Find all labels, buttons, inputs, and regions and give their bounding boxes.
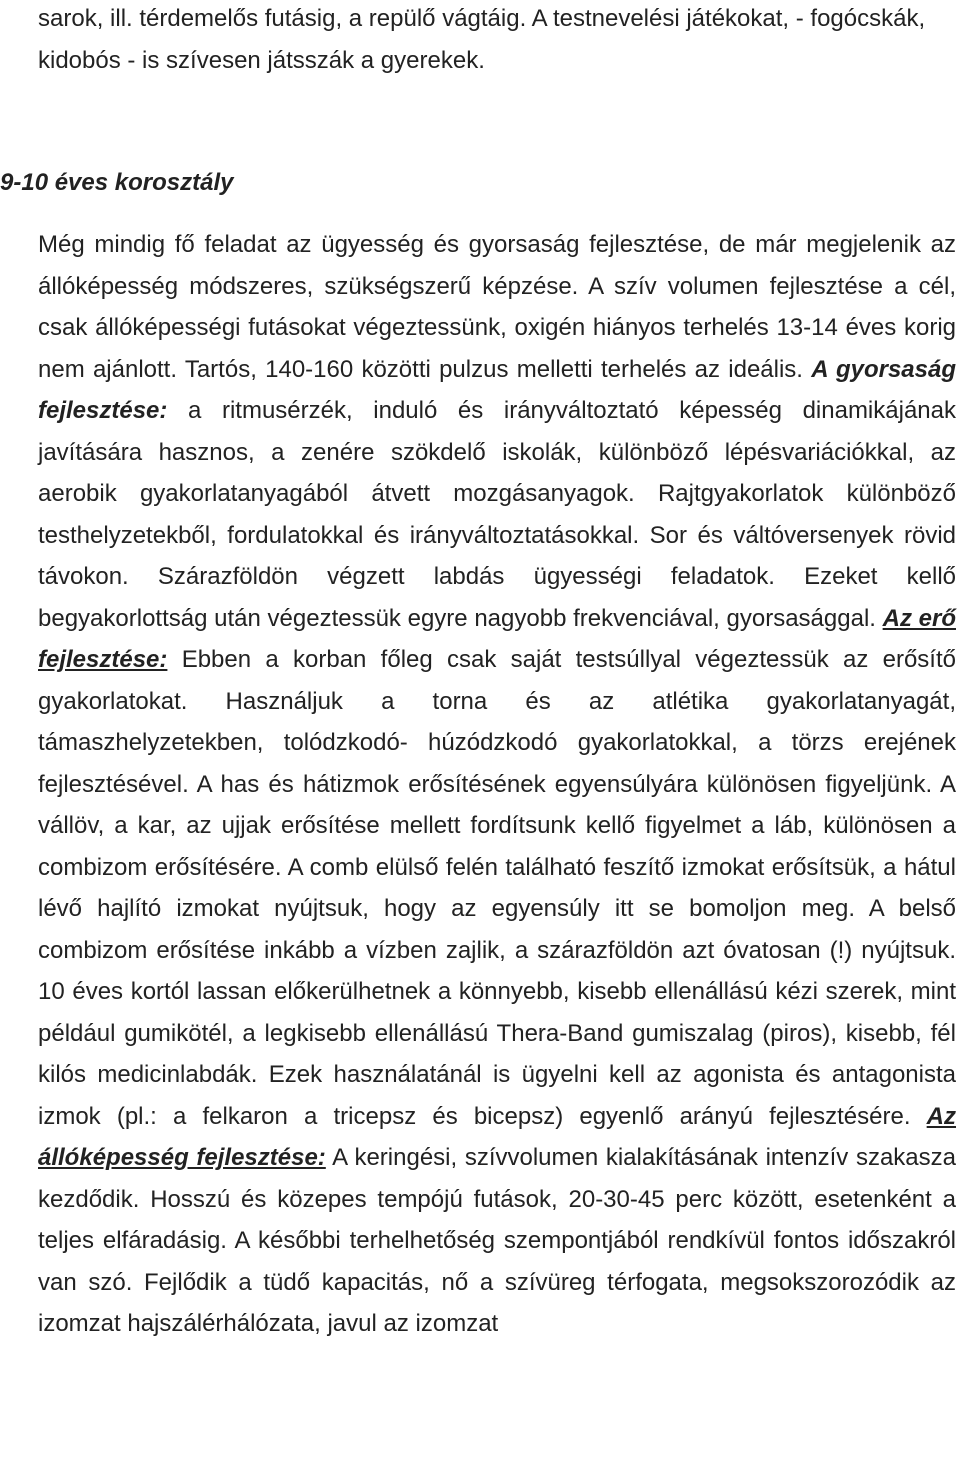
endurance-development-label: Az állóképesség fejlesztése:: [38, 1102, 956, 1171]
intro-paragraph: sarok, ill. térdemelős futásig, a repülő vágtáig. A testnevelési játékokat, - fogócskák, kidobós - is szívesen játsszák a gyerekek.: [38, 5, 926, 74]
paragraph-text: Ebben a korban főleg csak saját testsúllyal végeztessük az erősítő gyakorlatokat. Használjuk a torna és az atlétika gyakorlatanyagát, támaszhelyzetekben, tolódzkodó- húzódzkodó gyakorlatokkal, a törzs erejének fejlesztésével. A has és hátizmok erősítésének egyensúlyára különösen figyeljünk. A vállöv, a kar, az ujjak erősítése mellett fordítsunk kellő figyelmet a láb, különösen a combizom erősítésére. A comb elülső felén található feszítő izmokat erősítsük, a hátul lévő hajlító izmokat nyújtsuk, hogy az egyensúly itt se bomoljon meg. A belső combizom erősítése inkább a vízben zajlik, a szárazföldön azt óvatosan (!) nyújtsuk. 10 éves kortól lassan előkerülhetnek a könnyebb, kisebb ellenállású kézi szerek, mint például gumikötél, a legkisebb ellenállású Thera-Band gumiszalag (piros), kisebb, fél kilós medicinlabdák. Ezek használatánál is ügyelni kell az agonista és antagonista izmok (pl.: a felkaron a tricepsz és bicepsz) egyenlő arányú fejlesztésére.: [38, 646, 956, 1130]
speed-development-label: A gyorsaság fejlesztése:: [38, 355, 956, 424]
paragraph-text: a ritmusérzék, induló és irányváltoztató képesség dinamikájának javítására hasznos, a zenére szökdelő iskolák, különböző lépésvariációkkal, az aerobik gyakorlatanyagából átvett mozgásanyagok. Rajtgyakorlatok különböző testhelyzetekből, fordulatokkal és irányváltoztatásokkal. Sor és váltóversenyek rövid távokon. Szárazföldön végzett labdás ügyességi feladatok. Ezeket kellő begyakorlottság után végeztessük egyre nagyobb frekvenciával, gyorsasággal.: [38, 397, 956, 632]
paragraph-text: A keringési, szívvolumen kialakításának intenzív szakasza kezdődik. Hosszú és közepes tempójú futások, 20-30-45 perc között, esetenként a teljes elfáradásig. A későbbi terhelhetőség szempontjából rendkívül fontos időszakról van szó. Fejlődik a tüdő kapacitás, nő a szívüreg térfogata, megsokszorozódik az izomzat hajszálérhálózata, javul az izomzat: [38, 1144, 956, 1337]
section-heading: 9-10 éves korosztály: [0, 169, 234, 196]
section-body: [38, 224, 956, 1345]
paragraph-text: Még mindig fő feladat az ügyesség és gyorsaság fejlesztése, de már megjelenik az állóképesség módszeres, szükségszerű képzése. A szív volumen fejlesztése a cél, csak állóképességi futásokat végeztessünk, oxigén hiányos terhelés 13-14 éves korig nem ajánlott. Tartós, 140-160 közötti pulzus melletti terhelés az ideális.: [38, 231, 956, 383]
strength-development-label: Az erő fejlesztése:: [38, 604, 956, 673]
